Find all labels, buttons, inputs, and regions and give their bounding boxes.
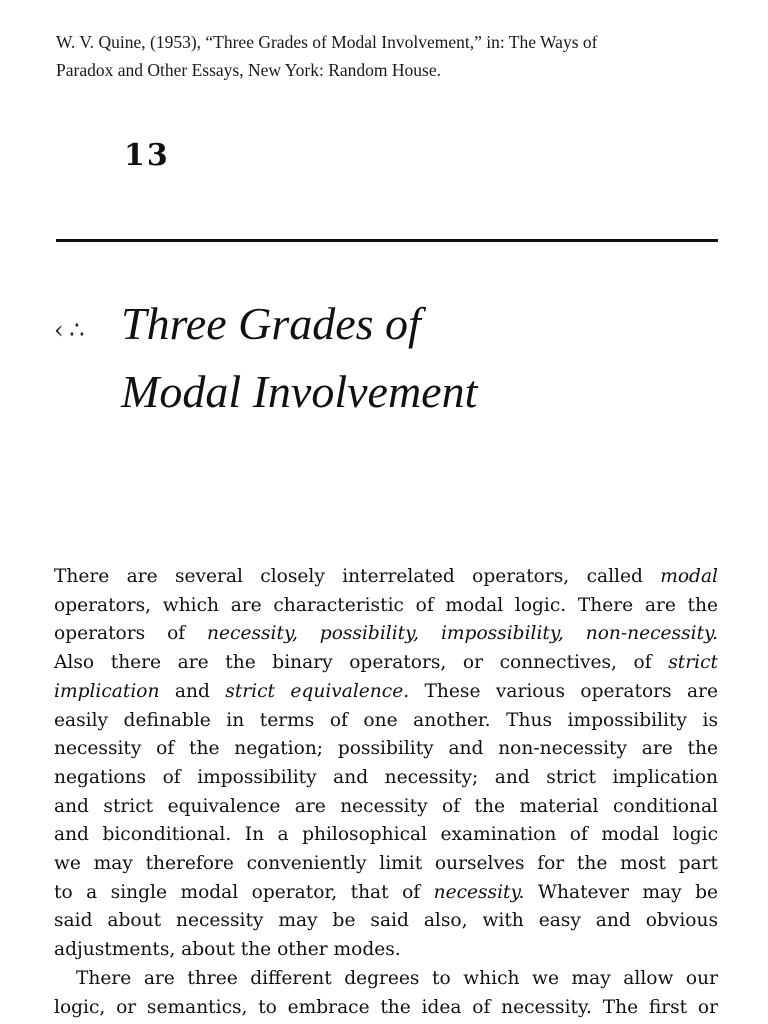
- paragraph-1-line: necessity of the negation; possibility and non-necessity are the: [54, 738, 718, 760]
- paragraph-1-line: easily definable in terms of one another. Thus impossibility is: [54, 709, 718, 731]
- paragraph-1-line: operators, which are characteristic of modal logic. There are the: [54, 594, 718, 616]
- italic-term: necessity.: [433, 881, 525, 903]
- paragraph-1-line: [54, 620, 718, 649]
- text-run: These various operators are: [409, 680, 718, 702]
- paragraph-1-line: [54, 879, 718, 908]
- paragraph-1-line: adjustments, about the other modes.: [54, 939, 401, 961]
- chapter-number: 13: [124, 138, 170, 173]
- italic-term: strict: [668, 652, 718, 674]
- paragraph-1-line: [54, 563, 718, 592]
- paragraph-2-line: There are three different degrees to which we may allow our: [76, 967, 718, 989]
- citation-line-2: Paradox and Other Essays, New York: Random House.: [56, 60, 441, 80]
- paragraph-2-line: logic, or semantics, to embrace the idea of necessity. The first or: [54, 996, 718, 1018]
- text-run: to a single modal operator, that of: [54, 881, 434, 903]
- paragraph-1-line: said about necessity may be said also, with easy and obvious: [54, 910, 718, 932]
- paragraph-1-line: [54, 678, 718, 707]
- text-run: There are several closely interrelated operators, called: [54, 566, 661, 587]
- citation: [56, 28, 736, 84]
- text-run: and: [159, 680, 226, 702]
- paragraph-1-line: negations of impossibility and necessity; and strict implication: [54, 766, 718, 788]
- text-run: Also there are the binary operators, or connectives, of: [54, 652, 669, 674]
- text-run: operators of: [54, 623, 208, 645]
- paragraph-1-line: and strict equivalence are necessity of the material conditional: [54, 795, 718, 817]
- paragraph-1-line: we may therefore conveniently limit ourselves for the most part: [54, 853, 718, 875]
- italic-term: implication: [54, 680, 160, 702]
- ornament-icon: ‹ ∴: [54, 316, 84, 344]
- chapter-title-line-2: Modal Involvement: [121, 366, 478, 417]
- title-divider: [56, 239, 718, 242]
- chapter-title: [121, 290, 477, 426]
- paragraph-1-line: and biconditional. In a philosophical examination of modal logic: [54, 824, 718, 846]
- italic-term: strict equivalence.: [225, 680, 410, 702]
- paragraph-1-line: [54, 649, 718, 678]
- italic-term: modal: [660, 566, 718, 587]
- citation-line-1: W. V. Quine, (1953), “Three Grades of Modal Involvement,” in: The Ways of: [56, 32, 598, 52]
- text-run: Whatever may be: [524, 881, 718, 903]
- body-text: [54, 563, 718, 1022]
- chapter-title-line-1: Three Grades of: [121, 298, 421, 349]
- italic-term: necessity, possibility, impossibility, non-necessity.: [207, 623, 718, 645]
